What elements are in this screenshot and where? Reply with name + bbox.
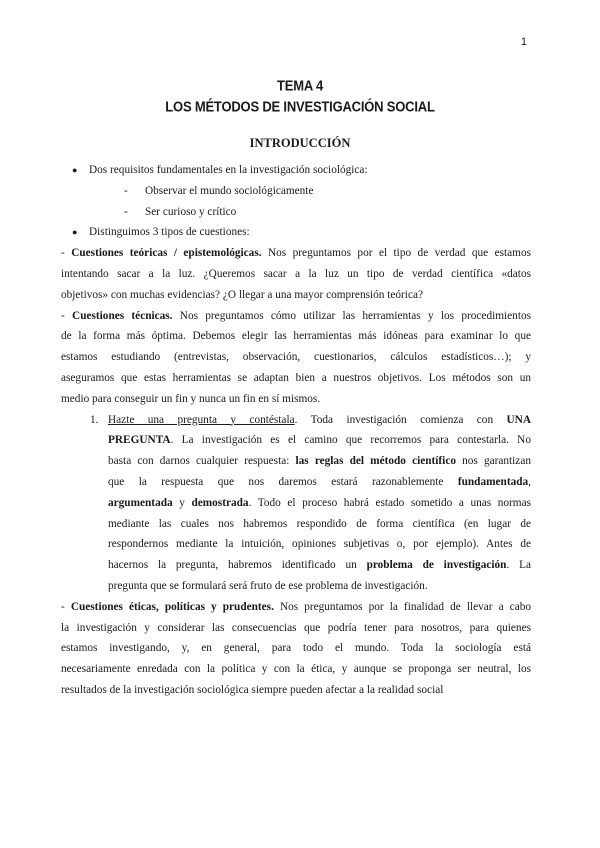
paragraph-line: - Cuestiones éticas, políticas y prudentes. Nos preguntamos por la finalidad de llevar a cabo <box>61 600 532 613</box>
paragraph-line <box>61 638 531 659</box>
bullet-text: Dos requisitos fundamentales en la investigación sociológica: <box>89 164 368 176</box>
sub-item <box>61 202 531 223</box>
bold-text: problema de investigación <box>366 559 507 572</box>
bullet-item <box>61 160 531 181</box>
text: Nos preguntamos por la finalidad de llevar a cabo <box>273 600 532 613</box>
term-label: Cuestiones teóricas / epistemológicas. <box>71 247 262 260</box>
paragraph-line <box>61 555 531 576</box>
text: necesariamente enredada con la política y con la ética, y aunque se proponga ser neutral, los <box>61 663 531 676</box>
text: Nos preguntamos por el tipo de verdad que estamos <box>261 247 531 260</box>
text: hacernos la pregunta, habremos identificado un <box>108 559 367 572</box>
text: estamos estudiando (entrevistas, observación, cuestionarios, cálculos estadísticos…); y <box>61 351 531 364</box>
section-heading: INTRODUCCIÓN <box>249 136 351 150</box>
bullet-item <box>61 222 531 243</box>
text: la investigación y considerar las consecuencias que podría tener para nosotros, para quienes <box>61 621 531 634</box>
paragraph-line <box>61 368 531 389</box>
numbered-item <box>61 410 531 431</box>
text: . Todo el proceso habrá estado sometido a unas normas <box>248 496 531 509</box>
paragraph-line: - Cuestiones teóricas / epistemológicas. Nos preguntamos por el tipo de verdad que estamos <box>61 247 531 260</box>
page-number: 1 <box>520 36 527 48</box>
text: . La <box>506 559 531 572</box>
term-label: Cuestiones técnicas. <box>72 309 173 322</box>
paragraph-line <box>61 534 531 555</box>
paragraph-line <box>61 659 531 680</box>
bold-text: argumentada <box>108 496 173 509</box>
bullet-text: Distinguimos 3 tipos de cuestiones: <box>89 226 250 239</box>
paragraph-line <box>61 618 531 639</box>
paragraph-line <box>61 389 531 410</box>
text: objetivos» con muchas evidencias? ¿O llegar a una mayor comprensión teórica? <box>61 288 423 301</box>
text: respondernos mediante la intuición, opiniones subjetivas o, por ejemplo). Antes de <box>108 538 531 551</box>
sub-item <box>61 181 531 202</box>
text: basta con darnos cualquier respuesta: <box>108 455 296 468</box>
text: estamos investigando, y, en general, para todo el mundo. Toda la sociología está <box>61 642 531 655</box>
text: nos garantizan <box>455 455 531 468</box>
text: mediante las cuales nos habremos respondido de forma científica (en lugar de <box>108 517 531 530</box>
paragraph-line <box>61 472 531 493</box>
paragraph-line <box>61 285 531 306</box>
paragraph-line <box>61 514 531 535</box>
page-title: TEMA 4 <box>277 76 323 95</box>
text: intentando sacar a la luz. ¿Queremos sacar a la luz un tipo de verdad científica «datos <box>61 267 531 280</box>
text: . Toda investigación comienza con <box>294 413 507 426</box>
document-body <box>61 160 531 701</box>
paragraph-line <box>61 576 531 597</box>
text: que la respuesta que nos daremos estará razonablemente <box>108 475 458 488</box>
term-label: Cuestiones éticas, políticas y prudentes. <box>70 600 274 613</box>
item-number: 1. <box>90 413 99 426</box>
bold-text: fundamentada <box>457 475 529 488</box>
page-subtitle: LOS MÉTODOS DE INVESTIGACIÓN SOCIAL <box>165 97 435 116</box>
text: de la forma más óptima. Debemos elegir las herramientas más idóneas para examinar lo que <box>61 330 531 343</box>
text: medio para conseguir un fin y nunca un fin en sí mismos. <box>61 392 321 405</box>
paragraph-line <box>61 326 531 347</box>
bold-text: UNA <box>506 413 531 426</box>
paragraph-line <box>61 451 531 472</box>
bold-text: demostrada <box>191 496 249 509</box>
text: y <box>172 496 192 509</box>
text: Nos preguntamos cómo utilizar las herramientas y los procedimientos <box>172 309 531 322</box>
paragraph-line <box>61 347 531 368</box>
bold-text: PREGUNTA <box>108 434 171 447</box>
text: aseguramos que estas herramientas se adaptan bien a nuestros objetivos. Los métodos son un <box>61 371 531 384</box>
text: resultados de la investigación sociológica siempre pueden afectar a la realidad social <box>61 683 444 696</box>
text: pregunta que se formulará será fruto de ese problema de investigación. <box>108 579 428 592</box>
paragraph-line <box>61 493 531 514</box>
paragraph-line <box>61 680 531 701</box>
bold-text: las reglas del método científico <box>295 455 456 468</box>
question-link[interactable]: Hazte una pregunta y contéstala <box>108 413 295 426</box>
text: . La investigación es el camino que recorremos para contestarla. No <box>170 434 531 447</box>
sub-item-text: Observar el mundo sociológicamente <box>145 184 314 197</box>
paragraph-line <box>61 430 531 451</box>
sub-item-text: Ser curioso y crítico <box>145 205 237 218</box>
text: , <box>528 475 531 488</box>
paragraph-line: - Cuestiones técnicas. Nos preguntamos cómo utilizar las herramientas y los procedimientos <box>61 309 531 322</box>
paragraph-line <box>61 264 531 285</box>
